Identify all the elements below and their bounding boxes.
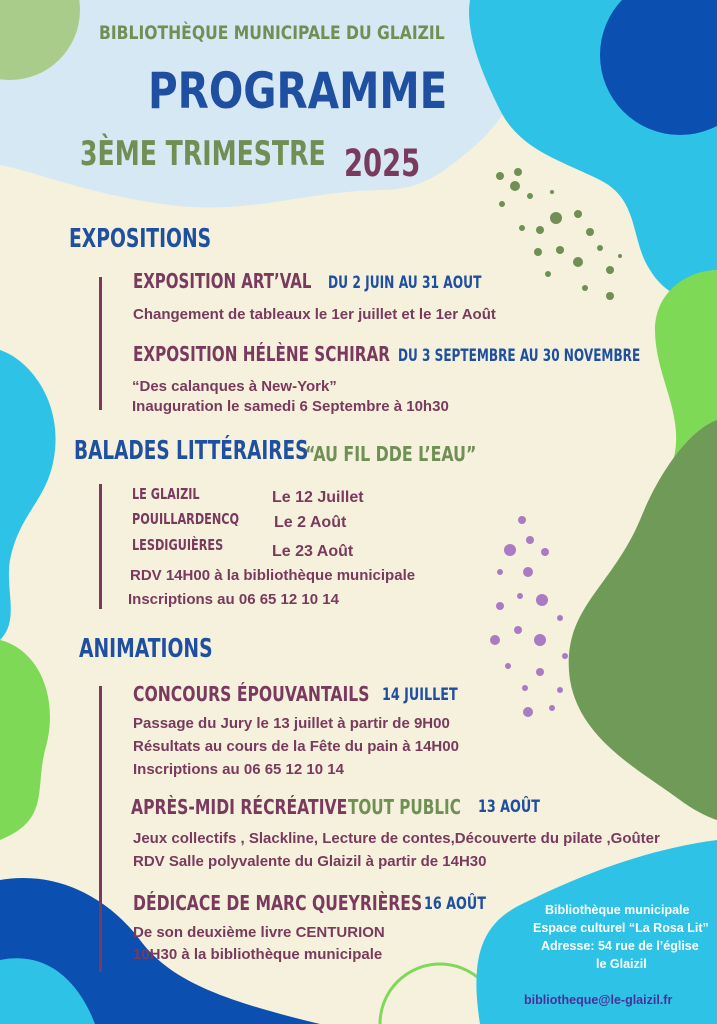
expo-1-name: EXPOSITION ART’VAL <box>133 269 312 293</box>
expo-2-dates: DU 3 SEPTEMBRE AU 30 NOVEMBRE <box>398 346 641 366</box>
sage-blob-right <box>569 420 717 820</box>
section-title-balades: BALADES LITTÉRAIRES <box>74 436 309 466</box>
balade-stop-2-date: Le 2 Août <box>274 514 347 531</box>
balade-stop-3-date: Le 23 Août <box>272 543 354 560</box>
balade-stop-2-place: POUILLARDENCQ <box>132 510 240 528</box>
anim-3-date: 16 AOÛT <box>424 894 486 914</box>
anim-1-name: CONCOURS ÉPOUVANTAILS <box>133 682 370 706</box>
footer-email[interactable]: bibliotheque@le-glaizil.fr <box>524 993 673 1007</box>
balade-stop-1-date: Le 12 Juillet <box>272 489 364 506</box>
anim-1-line-2: Résultats au cours de la Fête du pain à 14H00 <box>133 738 459 755</box>
anim-1-date: 14 JUILLET <box>382 685 458 705</box>
footer-line-2: Espace culturel “La Rosa Lit” <box>533 921 709 935</box>
expo-1-line-1: Changement de tableaux le 1er juillet et le 1er Août <box>133 306 496 323</box>
anim-3-line-1: De son deuxième livre CENTURION <box>133 924 385 941</box>
anim-1-line-1: Passage du Jury le 13 juillet à partir de 9H00 <box>133 715 450 732</box>
animations-divider <box>99 686 102 972</box>
expo-2-line-1: “Des calanques à New-York” <box>132 378 337 395</box>
anim-2-date: 13 AOÛT <box>478 797 540 817</box>
section-title-expositions: EXPOSITIONS <box>69 224 212 254</box>
anim-2-line-2: RDV Salle polyvalente du Glaizil à partir de 14H30 <box>133 853 487 870</box>
anim-2-line-1: Jeux collectifs , Slackline, Lecture de contes,Découverte du pilate ,Goûter <box>133 830 660 847</box>
footer-line-3: Adresse: 54 rue de l’église <box>541 939 699 953</box>
anim-3-line-2: 10H30 à la bibliothèque municipale <box>133 946 383 963</box>
anim-2-tag: TOUT PUBLIC <box>348 795 461 819</box>
trimestre-title: 3ÈME TRIMESTRE <box>80 134 326 174</box>
green-dots <box>496 168 622 300</box>
expo-1-dates: DU 2 JUIN AU 31 AOUT <box>328 273 482 293</box>
balades-line-2: Inscriptions au 06 65 12 10 14 <box>128 591 339 608</box>
expo-2-line-2: Inauguration le samedi 6 Septembre à 10h30 <box>132 398 449 415</box>
balade-stop-3-place: LESDIGUIÈRES <box>132 536 224 554</box>
balades-subtitle: “AU FIL DDE L’EAU” <box>305 442 477 466</box>
balades-divider <box>99 484 102 609</box>
balade-stop-1-place: LE GLAIZIL <box>132 485 200 503</box>
expo-2-name: EXPOSITION HÉLÈNE SCHIRAR <box>133 342 390 366</box>
programme-title: PROGRAMME <box>148 62 448 120</box>
lime-blob-left <box>0 640 50 840</box>
expositions-divider <box>99 277 102 410</box>
section-title-animations: ANIMATIONS <box>79 634 213 664</box>
footer-line-1: Bibliothèque municipale <box>545 903 690 917</box>
anim-1-line-3: Inscriptions au 06 65 12 10 14 <box>133 761 344 778</box>
cyan-blob-left <box>0 350 56 640</box>
library-name: BIBLIOTHÈQUE MUNICIPALE DU GLAIZIL <box>99 22 445 44</box>
purple-dots <box>490 516 568 717</box>
anim-3-name: DÉDICACE DE MARC QUEYRIÈRES <box>133 891 423 915</box>
year-title: 2025 <box>344 142 421 185</box>
balades-line-1: RDV 14H00 à la bibliothèque municipale <box>130 567 416 584</box>
anim-2-name: APRÈS-MIDI RÉCRÉATIVE <box>131 795 348 819</box>
footer-line-4: le Glaizil <box>596 957 647 971</box>
